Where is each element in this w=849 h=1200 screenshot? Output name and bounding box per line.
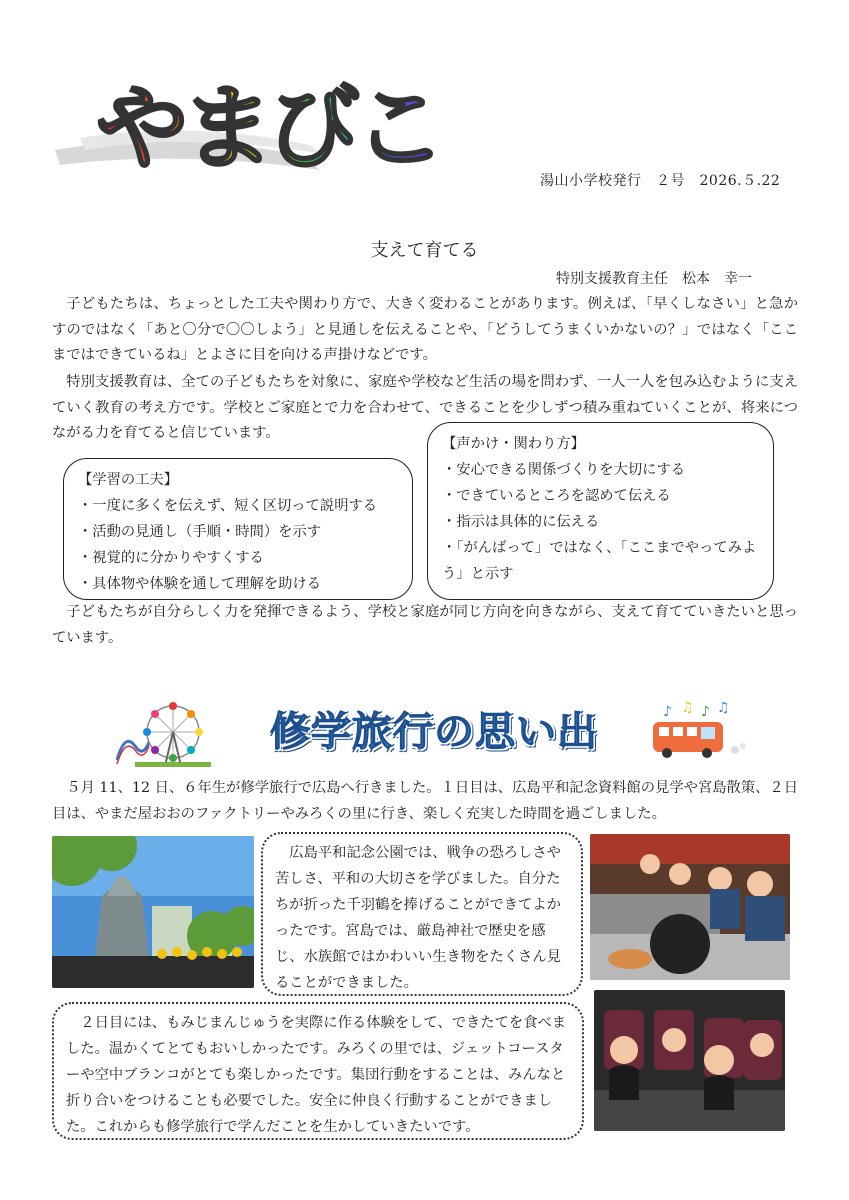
issue-line: 湯山小学校発行 ２号 2026.５.22 (540, 173, 781, 189)
svg-text:♪: ♪ (663, 704, 672, 720)
voice-tip-item: ・安心できる関係づくりを大切にする (442, 462, 686, 478)
svg-text:♪: ♪ (701, 704, 710, 720)
article-title: 支えて育てる (370, 240, 479, 261)
learning-tip-item: ・具体物や体験を通して理解を助ける (78, 576, 322, 592)
learning-tip-item: ・一度に多くを伝えず、短く区切って説明する (78, 498, 378, 514)
learning-tip-item: ・活動の見通し（手順・時間）を示す (78, 524, 322, 540)
trip-day2-box: ２日目には、もみじまんじゅうを実際に作る体験をして、できたてを食べました。温かくてとてもおいしかったです。みろくの里では、ジェットコースターや空中ブランコがとても楽しかったです。集団行動をすることは、みんなと折り合いをつけることも必要でした。安全に仲良く行動することができました。これからも修学旅行で学んだことを生かしていきたいです。 (52, 1002, 584, 1140)
restaurant-photo (590, 834, 790, 980)
svg-text:♫: ♫ (717, 702, 730, 716)
peace-memorial-photo (52, 836, 254, 988)
voice-tips-box (427, 422, 774, 600)
article-paragraph: 子どもたちが自分らしく力を発揮できるよう、学校と家庭が同じ方向を向きながら、支えて育てていきたいと思っています。 (52, 604, 798, 646)
voice-tips-title: 【声かけ・関わり方】 (442, 436, 585, 452)
learning-tips-box (63, 458, 413, 600)
trip-intro: ５月 11、12 日、６年生が修学旅行で広島へ行きました。１日目は、広島平和記念資料館の見学や宮島散策、２日目は、やまだ屋おおのファクトリーやみろくの里に行き、楽しく充実した時間を過ごしました。 (52, 780, 799, 822)
masthead-title: やまびこ (96, 75, 441, 182)
article-author: 特別支援教育主任 松本 幸一 (556, 271, 752, 287)
bus-icon (643, 702, 753, 762)
trip-heading: 修学旅行の思い出 (270, 709, 598, 755)
learning-tip-item: ・視覚的に分かりやすくする (78, 550, 264, 566)
trip-day1-box: 広島平和記念公園では、戦争の恐ろしさや苦しさ、平和の大切さを学びました。自分たちが折った千羽鶴を捧げることができてよかったです。宮島では、厳島神社で歴史を感じ、水族館ではかわいい生き物をたくさん見ることができました。 (261, 832, 583, 996)
voice-tip-item: ・「がんばって」ではなく、「ここまでやってみよう」と示す (442, 540, 757, 582)
article-paragraph: 子どもたちは、ちょっとした工夫や関わり方で、大きく変わることがあります。例えば、「早くしなさい」と急かすのではなく「あと〇分で〇〇しよう」と見通しを伝えることや、「どうしてうまくいかないの？」ではなく「ここまではできているね」とよさに目を向ける声掛けなどです。 (52, 296, 798, 363)
ride-photo (594, 990, 785, 1131)
svg-text:♫: ♫ (681, 702, 694, 716)
voice-tip-item: ・指示は具体的に伝える (442, 514, 600, 530)
voice-tip-item: ・できているところを認めて伝える (442, 488, 671, 504)
article-paragraph: 特別支援教育は、全ての子どもたちを対象に、家庭や学校など生活の場を問わず、一人一人を包み込むように支えていく教育の考え方です。学校とご家庭とで力を合わせて、できることを少しずつ積み重ねていくことが、将来につながる力を育てると信じています。 (52, 374, 798, 441)
ferris-wheel-icon (115, 702, 211, 768)
learning-tips-title: 【学習の工夫】 (78, 472, 179, 488)
masthead-logo (50, 60, 450, 185)
